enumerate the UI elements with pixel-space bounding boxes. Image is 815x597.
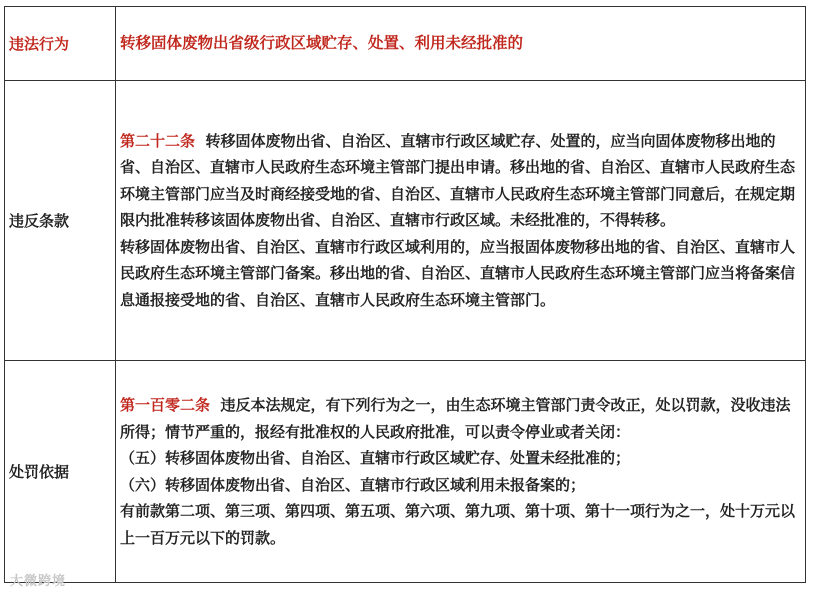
clause-article-number: 第二十二条: [120, 131, 196, 150]
penalty-paragraph-1: [120, 392, 801, 445]
clause-row: [5, 81, 806, 361]
clause-label: 违反条款: [5, 81, 116, 361]
clause-content: [116, 81, 806, 361]
penalty-row: [5, 361, 806, 583]
violation-label: 违法行为: [5, 7, 116, 81]
penalty-article-number: 第一百零二条: [120, 396, 211, 414]
clause-paragraph-2: 转移固体废物出省、自治区、直辖市行政区域利用的，应当报固体废物移出地的省、自治区、直辖市人民政府生态环境主管部门备案。移出地的省、自治区、直辖市人民政府生态环境主管部门应当将备案信息通报接受地的省、自治区、直辖市人民政府生态环境主管部门。: [120, 237, 796, 309]
violation-row: [5, 7, 806, 81]
penalty-item-6: （六）转移固体废物出省、自治区、直辖市行政区域利用未报备案的；: [120, 475, 586, 494]
penalty-paragraph-2: 有前款第二项、第三项、第四项、第五项、第六项、第九项、第十项、第十一项行为之一，处十万元以上一百万元以下的罚款。: [120, 502, 796, 547]
violation-content: 转移固体废物出省级行政区域贮存、处置、利用未经批准的: [116, 7, 806, 81]
penalty-text-1: 违反本法规定，有下列行为之一，由生态环境主管部门责令改正，处以罚款，没收违法所得；情节严重的，报经有批准权的人民政府批准，可以责令停业或者关闭：: [120, 396, 791, 441]
clause-paragraph-1: [120, 128, 801, 234]
penalty-label: 处罚依据: [5, 361, 116, 583]
penalty-item-5: （五）转移固体废物出省、自治区、直辖市行政区域贮存、处置未经批准的；: [120, 449, 631, 467]
penalty-content: [116, 361, 806, 583]
clause-text-1: 转移固体废物出省、自治区、直辖市行政区域贮存、处置的，应当向固体废物移出地的省、自治区、直辖市人民政府生态环境主管部门提出申请。移出地的省、自治区、直辖市人民政府生态环境主管部门应当及时商经接受地的省、自治区、直辖市人民政府生态环境主管部门同意后，在规定期限内批准转移该固体废物出省、自治区、直辖市行政区域。未经批准的，不得转移。: [120, 131, 796, 230]
watermark-logo: 大微跨境: [10, 574, 67, 589]
law-table: [4, 6, 806, 583]
